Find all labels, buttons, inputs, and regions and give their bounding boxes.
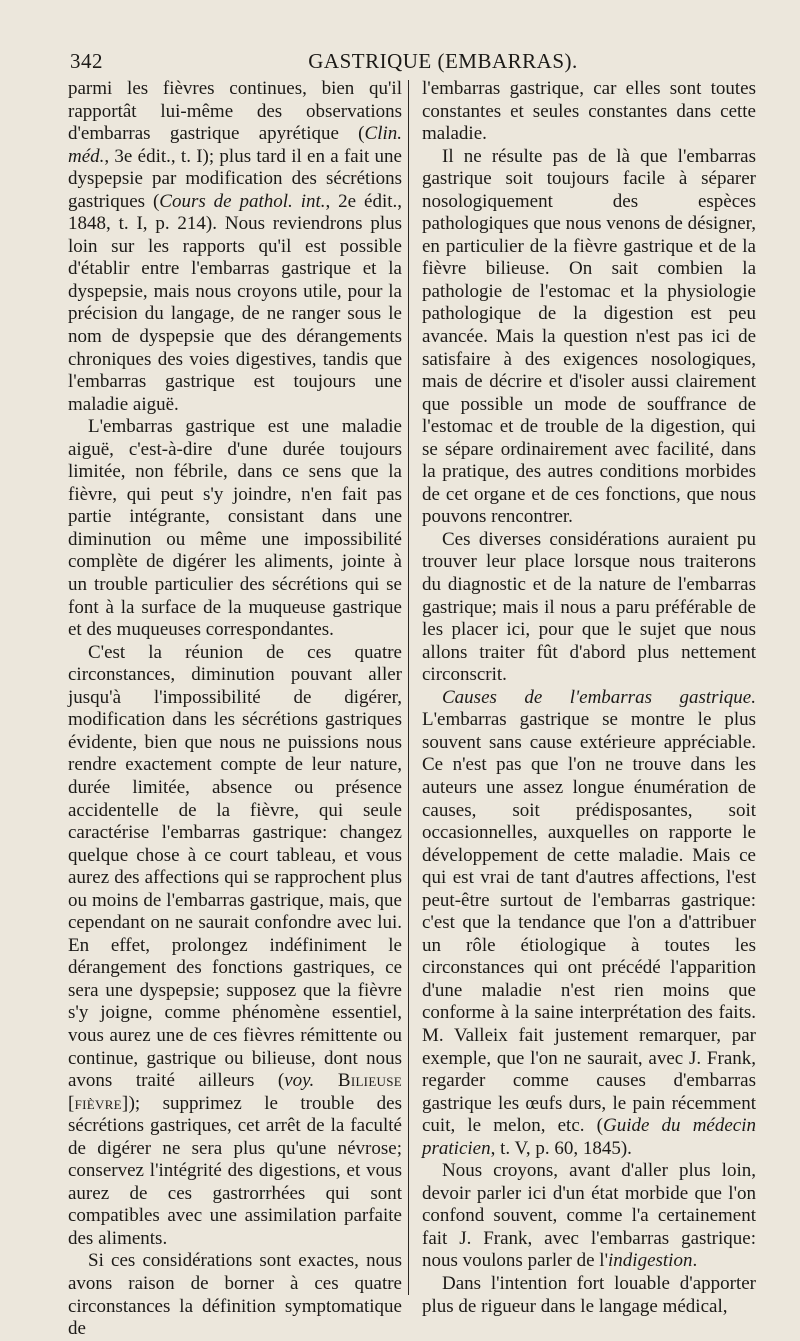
section-heading: Causes de l'embarras gastrique. bbox=[442, 686, 756, 708]
paragraph: Dans l'intention fort louable d'apporter plus de rigueur dans le langage médical, bbox=[422, 1272, 756, 1317]
cross-reference: Bilieuse [fièvre] bbox=[68, 1070, 403, 1114]
column-divider bbox=[408, 80, 409, 1295]
left-column bbox=[68, 78, 402, 1341]
paragraph: l'embarras gastrique, car elles sont toutes constantes et seules constantes dans cette maladie. bbox=[422, 78, 756, 145]
paragraph: C'est la réunion de ces quatre circonstances, diminution pouvant aller jusqu'à l'impossibilité de digérer, modification dans les sécrétions gastriques évidente, bien que nous ne puissions nous rendre exactement compte de leur nature, durée limitée, absence ou présence accidentelle de la fièvre, qui seule caractérise l'embarras gastrique: changez quelque chose à ce court tableau, et vous aurez des affections qui se rapprochent plus ou moins de l'embarras gastrique, mais, que cependant on ne saurait confondre avec lui. En effet, prolongez indéfiniment le dérangement des fonctions gastriques, ce sera une dyspepsie; supposez que la fièvre s'y joigne, comme phénomène essentiel, vous aurez une de ces fièvres rémittente ou continue, gastrique ou bilieuse, dont nous avons traité ailleurs (voy. Bilieuse [fièvre]); supprimez le trouble des sécrétions gastriques, cet arrêt de la faculté de digérer ne sera plus qu'une névrose; conservez l'intégrité des digestions, et vous aurez de ces gastrorrhées qui sont compatibles avec une assimilation parfaite des aliments. bbox=[68, 641, 403, 1249]
paragraph: Si ces considérations sont exactes, nous avons raison de borner à ces quatre circonstances la définition symptomatique de bbox=[68, 1250, 402, 1340]
page-header bbox=[66, 46, 760, 78]
right-column bbox=[422, 78, 756, 1318]
paragraph: L'embarras gastrique est une maladie aiguë, c'est-à-dire d'une durée toujours limitée, non fébrile, dans ce sens que la fièvre, qui peut s'y joindre, n'en fait pas partie intégrante, consistant dans une diminution ou même une impossibilité complète de digérer les aliments, jointe à un trouble particulier des sécrétions qui se font à la surface de la muqueuse gastrique et des muqueuses correspondantes. bbox=[68, 416, 402, 641]
running-title: GASTRIQUE (EMBARRAS). bbox=[308, 49, 578, 73]
paragraph: Ces diverses considérations auraient pu trouver leur place lorsque nous traiterons du diagnostic et de la nature de l'embarras gastrique; mais il nous a paru préférable de les placer ici, pour que le sujet que nous allons traiter fût d'abord plus nettement circonscrit. bbox=[422, 528, 756, 686]
paragraph: Il ne résulte pas de là que l'embarras gastrique soit toujours facile à séparer nosologiquement des espèces pathologiques que nous venons de désigner, en particulier de la fièvre gastrique et de la fièvre bilieuse. On sait combien la pathologie de l'estomac et la physiologie pathologique de la digestion est peu avancée. Mais la question n'est pas ici de satisfaire à des exigences nosologiques, mais de décrire et d'isoler aussi clairement que possible un mode de souffrance de l'estomac et de trouble de la digestion, qui se sépare ordinairement avec facilité, dans la pratique, des autres conditions morbides de cet organe et de ces fonctions, que nous pouvons rencontrer. bbox=[422, 145, 756, 528]
paragraph: parmi les fièvres continues, bien qu'il rapportât lui-même des observations d'embarras gastrique apyrétique (Clin. méd., 3e édit., t. I); plus tard il en a fait une dyspepsie par modification des sécrétions gastriques (Cours de pathol. int., 2e édit., 1848, t. I, p. 214). Nous reviendrons plus loin sur les rapports qu'il est possible d'établir entre l'embarras gastrique et la dyspepsie, mais nous croyons utile, pour la précision du langage, de ne ranger sous le nom de dyspepsie que des dérangements chroniques des voies digestives, tandis que l'embarras gastrique est toujours une maladie aiguë. bbox=[68, 78, 402, 415]
paragraph: Causes de l'embarras gastrique. L'embarras gastrique se montre le plus souvent sans cause extérieure appréciable. Ce n'est pas que l'on ne trouve dans les auteurs une assez longue énumération de causes, soit prédisposantes, soit occasionnelles, auxquelles on rapporte le développement de cette maladie. Mais ce qui est vrai de tant d'autres affections, l'est peut-être surtout de l'embarras gastrique: c'est que la tendance que l'on a d'attribuer un rôle étiologique à toutes les circonstances qui ont précédé l'apparition d'une maladie n'est rien moins que conforme à la saine interprétation des faits. M. Valleix fait justement remarquer, par exemple, que l'on ne saurait, avec J. Frank, regarder comme causes d'embarras gastrique les œufs durs, le pain récemment cuit, le melon, etc. (Guide du médecin praticien, t. V, p. 60, 1845). bbox=[422, 686, 756, 1159]
page-number: 342 bbox=[70, 49, 103, 73]
paragraph: Nous croyons, avant d'aller plus loin, devoir parler ici d'un état morbide que l'on confond souvent, comme l'a certainement fait J. Frank, avec l'embarras gastrique: nous voulons parler de l'indigestion. bbox=[422, 1160, 756, 1272]
